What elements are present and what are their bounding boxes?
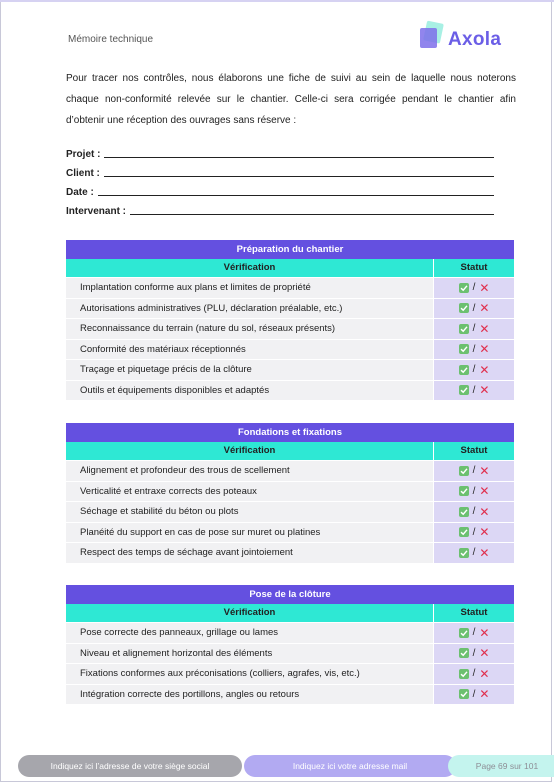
status-cell [434,623,514,643]
section-title: Fondations et fixations [66,423,514,442]
section-pose [66,585,514,704]
verification-item: Pose correcte des panneaux, grillage ou lames [66,623,434,643]
column-status: Statut [434,442,514,460]
verification-item: Reconnaissance du terrain (nature du sol, réseaux présents) [66,319,434,339]
intro-paragraph: Pour tracer nos contrôles, nous élaborons une fiche de suivi au sein de laquelle nous noterons chaque non-conformité relevée sur le chantier. Celle-ci sera corrigée pendant le chantier afin d’obtenir une réception des ouvrages sans réserve : [66,73,516,126]
logo-mark-icon [418,20,444,50]
cross-icon[interactable]: ✕ [479,646,490,661]
verification-item: Traçage et piquetage précis de la clôture [66,360,434,380]
status-separator: / [472,547,476,559]
verification-item: Intégration correcte des portillons, angles ou retours [66,685,434,705]
cross-icon[interactable]: ✕ [479,463,490,478]
status-separator: / [472,384,476,396]
status-separator: / [472,485,476,497]
cross-icon[interactable]: ✕ [479,687,490,702]
cross-icon[interactable]: ✕ [479,484,490,499]
footer-mail: Indiquez ici votre adresse mail [244,755,456,777]
section-preparation [66,240,514,400]
status-cell [434,278,514,298]
table-row [66,318,514,339]
table-row [66,542,514,563]
field-intervenant [66,203,494,217]
table-row [66,359,514,380]
footer-page-number: Page 69 sur 101 [448,755,554,777]
table-row [66,298,514,319]
verification-item: Séchage et stabilité du béton ou plots [66,502,434,522]
footer [18,755,552,777]
status-cell [434,340,514,360]
section-fondations [66,423,514,563]
verification-item: Alignement et profondeur des trous de scellement [66,461,434,481]
status-separator: / [472,282,476,294]
status-separator: / [472,647,476,659]
verification-item: Niveau et alignement horizontal des éléments [66,644,434,664]
status-separator: / [472,343,476,355]
status-cell [434,523,514,543]
status-cell [434,685,514,705]
status-separator: / [472,526,476,538]
table-row [66,481,514,502]
verification-item: Outils et équipements disponibles et adaptés [66,381,434,401]
status-cell [434,360,514,380]
verification-item: Conformité des matériaux réceptionnés [66,340,434,360]
footer-address: Indiquez ici l’adresse de votre siège social [18,755,242,777]
status-separator: / [472,506,476,518]
table-row [66,663,514,684]
column-status: Statut [434,604,514,622]
status-cell [434,502,514,522]
field-intervenant-line[interactable] [130,214,494,215]
section-title: Pose de la clôture [66,585,514,604]
status-separator: / [472,627,476,639]
field-project [66,146,494,160]
status-cell [434,543,514,563]
top-rule [0,0,554,2]
status-cell [434,461,514,481]
verification-item: Planéité du support en cas de pose sur muret ou platines [66,523,434,543]
status-cell [434,299,514,319]
status-cell [434,319,514,339]
section-title: Préparation du chantier [66,240,514,259]
verification-item: Implantation conforme aux plans et limites de propriété [66,278,434,298]
cross-icon[interactable]: ✕ [479,666,490,681]
check-icon[interactable] [459,548,469,558]
column-header [66,442,514,460]
status-separator: / [472,465,476,477]
verification-item: Respect des temps de séchage avant jointoiement [66,543,434,563]
cross-icon[interactable]: ✕ [479,301,490,316]
status-separator: / [472,323,476,335]
column-verification: Vérification [66,442,434,460]
table-row [66,501,514,522]
field-client-label: Client : [66,168,100,179]
table-row [66,277,514,298]
check-icon[interactable] [459,486,469,496]
cross-icon[interactable]: ✕ [479,525,490,540]
logo [418,20,518,54]
cross-icon[interactable]: ✕ [479,342,490,357]
check-icon[interactable] [459,385,469,395]
cross-icon[interactable]: ✕ [479,280,490,295]
status-separator: / [472,668,476,680]
field-date-label: Date : [66,187,94,198]
verification-item: Fixations conformes aux préconisations (colliers, agrafes, vis, etc.) [66,664,434,684]
status-separator: / [472,364,476,376]
column-verification: Vérification [66,259,434,277]
table-row [66,522,514,543]
check-icon[interactable] [459,324,469,334]
status-cell [434,381,514,401]
check-icon[interactable] [459,628,469,638]
verification-item: Verticalité et entraxe corrects des poteaux [66,482,434,502]
check-icon[interactable] [459,507,469,517]
check-icon[interactable] [459,344,469,354]
check-icon[interactable] [459,527,469,537]
status-separator: / [472,302,476,314]
logo-text: Axola [448,29,502,50]
cross-icon[interactable]: ✕ [479,545,490,560]
status-cell [434,482,514,502]
field-date-line[interactable] [98,195,494,196]
table-row [66,460,514,481]
cross-icon[interactable]: ✕ [479,362,490,377]
table-row [66,339,514,360]
check-icon[interactable] [459,466,469,476]
header-title: Mémoire technique [68,34,154,45]
check-icon[interactable] [459,365,469,375]
field-project-label: Projet : [66,149,101,160]
field-client [66,165,494,179]
table-row [66,684,514,705]
field-client-line[interactable] [104,176,494,177]
status-separator: / [472,688,476,700]
table-row [66,380,514,401]
column-status: Statut [434,259,514,277]
check-icon[interactable] [459,669,469,679]
verification-item: Autorisations administratives (PLU, déclaration préalable, etc.) [66,299,434,319]
column-header [66,259,514,277]
cross-icon[interactable]: ✕ [479,504,490,519]
cross-icon[interactable]: ✕ [479,321,490,336]
field-intervenant-label: Intervenant : [66,206,127,217]
status-cell [434,644,514,664]
check-icon[interactable] [459,283,469,293]
cross-icon[interactable]: ✕ [479,625,490,640]
column-header [66,604,514,622]
status-cell [434,664,514,684]
check-icon[interactable] [459,303,469,313]
check-icon[interactable] [459,689,469,699]
cross-icon[interactable]: ✕ [479,383,490,398]
table-row [66,622,514,643]
table-row [66,643,514,664]
check-icon[interactable] [459,648,469,658]
field-date [66,184,494,198]
field-project-line[interactable] [104,157,494,158]
column-verification: Vérification [66,604,434,622]
